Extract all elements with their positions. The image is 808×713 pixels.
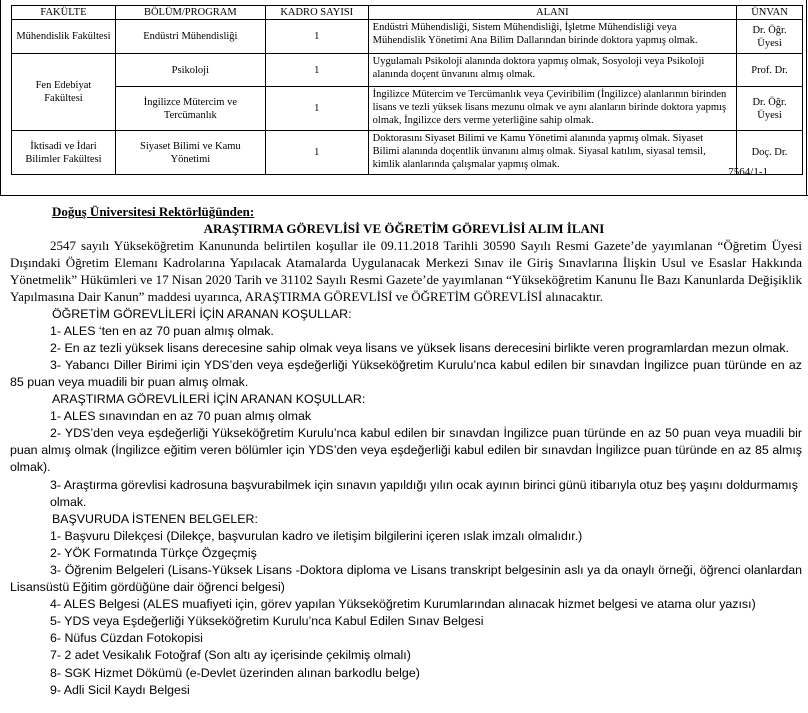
list-item: 1- ALES ‘ten en az 70 puan almış olmak.: [50, 323, 274, 338]
list-item: 2- En az tezli yüksek lisans derecesine sahip olmak veya lisans ve yüksek lisans derecesini birlikte veren programlardan mezun olmak.: [50, 340, 789, 355]
list-item: 6- Nüfus Cüzdan Fotokopisi: [50, 631, 203, 646]
list-item: 3- Yabancı Diller Birimi için YDS’den veya eşdeğerliği Yükseköğretim Kurulu’nca kabul edilen bir sınavdan İngilizce puan türünde en az 85 puan veya muadili bir puan almış olmak.: [10, 357, 802, 389]
section-title-ogretim: ÖĞRETİM GÖREVLİLERİ İÇİN ARANAN KOŞULLAR:: [52, 306, 352, 321]
cell-bolum: Siyaset Bilimi ve Kamu Yönetimi: [115, 131, 265, 175]
cell-alani: İngilizce Mütercim ve Tercümanlık veya Çeviribilim (İngilizce) alanlarının birinden lisans ve tezli yüksek lisans mezunu olmak ve aynı alanların birinde doktora yapmış olmak, İngilizce ders verme yeterliğine sahip olmak.: [368, 87, 736, 131]
list-item: 2- YÖK Formatında Türkçe Özgeçmiş: [50, 545, 257, 560]
announcement-document: [0, 203, 808, 699]
header-unvan: ÜNVAN: [737, 6, 803, 20]
cell-kadro: 1: [265, 54, 368, 87]
reference-number: 7564/1-1: [728, 166, 768, 178]
cell-fakulte: İktisadi ve İdari Bilimler Fakültesi: [12, 131, 116, 175]
list-item: 7- 2 adet Vesikalık Fotoğraf (Son altı ay içerisinde çekilmiş olmalı): [50, 648, 411, 663]
header-bolum: BÖLÜM/PROGRAM: [115, 6, 265, 20]
cell-kadro: 1: [265, 20, 368, 54]
header-fakulte: FAKÜLTE: [12, 6, 116, 20]
column-rule-left: [0, 0, 1, 195]
list-item: 1- Başvuru Dilekçesi (Dilekçe, başvurulan kadro ve iletişim bilgilerini içeren ıslak imzalı olmalıdır.): [50, 528, 583, 543]
table-row: [12, 20, 803, 54]
list-item: 5- YDS veya Eşdeğerliği Yükseköğretim Kurulu’nca Kabul Edilen Sınav Belgesi: [50, 614, 484, 629]
list-item: 1- ALES sınavından en az 70 puan almış olmak: [50, 409, 312, 424]
cell-alani: Uygulamalı Psikoloji alanında doktora yapmış olmak, Sosyoloji veya Psikoloji alanında doçent ünvanını almış olmak.: [368, 54, 736, 87]
cell-fakulte: Mühendislik Fakültesi: [12, 20, 116, 54]
cell-bolum: İngilizce Mütercim ve Tercümanlık: [115, 87, 265, 131]
section-title-arastirma: ARAŞTIRMA GÖREVLİLERİ İÇİN ARANAN KOŞULLAR:: [52, 392, 366, 407]
announcement-title: ARAŞTIRMA GÖREVLİSİ VE ÖĞRETİM GÖREVLİSİ ALIM İLANI: [203, 221, 605, 237]
header-alani: ALANI: [368, 6, 736, 20]
list-item: 9- Adli Sicil Kaydı Belgesi: [50, 682, 190, 697]
cell-kadro: 1: [265, 131, 368, 175]
list-item: 2- YDS’den veya eşdeğerliği Yükseköğretim Kurulu’nca kabul edilen bir sınavdan İngilizce puan türünde en az 50 puan veya muadili bir puan almış olmak (İngilizce eğitim veren bölümler için YDS’den veya eşdeğerliği kabul edilen bir sınavdan İngilizce puan türünde en az 85 almış olmak).: [10, 426, 802, 475]
position-table: [11, 5, 803, 175]
intro-paragraph: 2547 sayılı Yükseköğretim Kanununda belirtilen koşullar ile 09.11.2018 Tarihli 30590 Sayılı Resmi Gazete’de yayımlanan “Öğretim Üyesi Dışındaki Öğretim Elemanı Kadrolarına Yapılacak Atamalarda Uygulanacak Merkezi Sınav ile Giriş Sınavlarına İlişkin Usul ve Esaslar Hakkında Yönetmelik” Hükümleri ve 17 Nisan 2020 Tarih ve 31102 Sayılı Resmi Gazete’de yayımlanan “Yükseköğretim Kanunu İle Bazı Kanunlarda Değişiklik Yapılmasına Dair Kanun” maddesi uyarınca, ARAŞTIRMA GÖREVLİSİ ve ÖĞRETİM GÖREVLİSİ alınacaktır.: [10, 238, 802, 305]
cell-alani: Doktorasını Siyaset Bilimi ve Kamu Yönetimi alanında yapmış olmak. Siyaset Bilimi alanında doçentlik ünvanını almış olmak. Siyasal katılım, siyasal temsil, kimlik alanlarında çalışmalar yapmış olmak.: [368, 131, 736, 175]
table-row: [12, 131, 803, 175]
cell-fakulte: Fen Edebiyat Fakültesi: [12, 54, 116, 131]
cell-alani: Endüstri Mühendisliği, Sistem Mühendisliği, İşletme Mühendisliği veya Mühendislik Yönetimi Ana Bilim Dallarından birinde doktora yapmış olmak.: [368, 20, 736, 54]
cell-bolum: Endüstri Mühendisliği: [115, 20, 265, 54]
cell-unvan: Dr. Öğr. Üyesi: [737, 87, 803, 131]
header-kadro: KADRO SAYISI: [265, 6, 368, 20]
column-rule-right: [806, 0, 807, 195]
cell-bolum: Psikoloji: [115, 54, 265, 87]
university-heading: Doğuş Üniversitesi Rektörlüğünden:: [52, 204, 255, 219]
table-row: [12, 54, 803, 87]
previous-announcement-block: [0, 0, 808, 196]
cell-unvan: Dr. Öğr. Üyesi: [737, 20, 803, 54]
cell-unvan: Prof. Dr.: [737, 54, 803, 87]
list-item: 3- Öğrenim Belgeleri (Lisans-Yüksek Lisans -Doktora diploma ve Lisans transkript belgesinin aslı ya da onaylı örneği, öğrenci olanlardan Lisansüstü Eğitim gördüğüne dair öğrenci belgesi): [10, 562, 802, 595]
table-header-row: [12, 6, 803, 20]
list-item: 8- SGK Hizmet Dökümü (e-Devlet üzerinden alınan barkodlu belge): [50, 665, 420, 680]
list-item: 4- ALES Belgesi (ALES muafiyeti için, görev yapılan Yükseköğretim Kurumlarından alınacak hizmet belgesi ve atama olur yazısı): [50, 597, 756, 612]
section-title-belgeler: BAŞVURUDA İSTENEN BELGELER:: [52, 511, 258, 526]
cell-kadro: 1: [265, 87, 368, 131]
cell-unvan: Doç. Dr.: [737, 131, 803, 175]
table-row: [12, 87, 803, 131]
list-item: 3- Araştırma görevlisi kadrosuna başvurabilmek için sınavın yapıldığı yılın ocak ayının birinci günü itibarıyla otuz beş yaşını doldurmamış olmak.: [50, 477, 798, 509]
